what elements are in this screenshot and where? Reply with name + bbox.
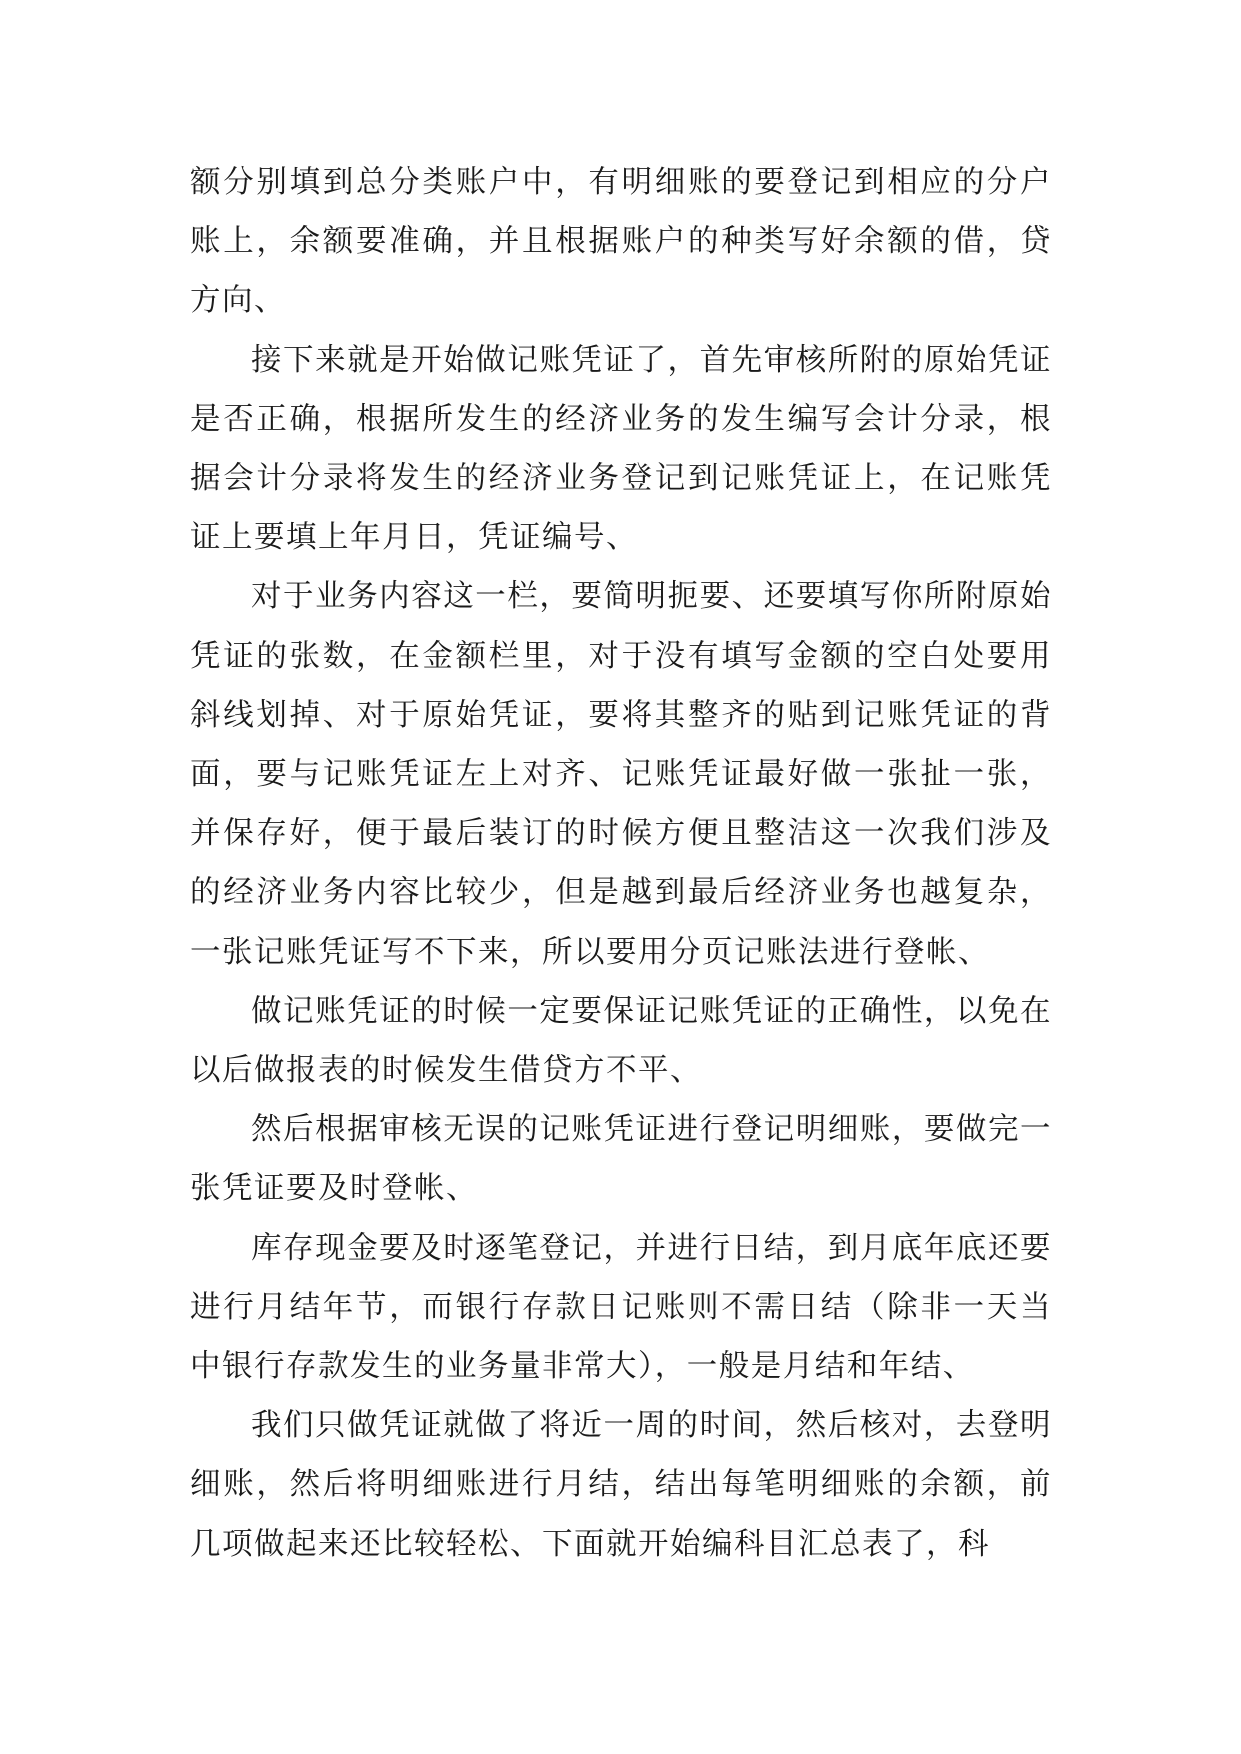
paragraph: 接下来就是开始做记账凭证了，首先审核所附的原始凭证是否正确，根据所发生的经济业务的发生编写会计分录，根据会计分录将发生的经济业务登记到记账凭证上，在记账凭证上要填上年月日，凭证编号、 (190, 342, 1052, 556)
body-text (190, 153, 1052, 1574)
paragraph: 然后根据审核无误的记账凭证进行登记明细账，要做完一张凭证要及时登帐、 (190, 1112, 1052, 1207)
paragraph: 对于业务内容这一栏，要简明扼要、还要填写你所附原始凭证的张数，在金额栏里，对于没有填写金额的空白处要用斜线划掉、对于原始凭证，要将其整齐的贴到记账凭证的背面，要与记账凭证左上对齐、记账凭证最好做一张扯一张，并保存好，便于最后装订的时候方便且整洁这一次我们涉及的经济业务内容比较少，但是越到最后经济业务也越复杂，一张记账凭证写不下来，所以要用分页记账法进行登帐、 (190, 579, 1052, 970)
paragraph: 额分别填到总分类账户中，有明细账的要登记到相应的分户账上，余额要准确，并且根据账户的种类写好余额的借，贷方向、 (190, 165, 1052, 319)
paragraph: 我们只做凭证就做了将近一周的时间，然后核对，去登明细账，然后将明细账进行月结，结出每笔明细账的余额，前几项做起来还比较轻松、下面就开始编科目汇总表了，科 (190, 1408, 1052, 1562)
paragraph: 做记账凭证的时候一定要保证记账凭证的正确性，以免在以后做报表的时候发生借贷方不平、 (190, 993, 1052, 1089)
paragraph: 库存现金要及时逐笔登记，并进行日结，到月底年底还要进行月结年节，而银行存款日记账则不需日结（除非一天当中银行存款发生的业务量非常大），一般是月结和年结、 (190, 1230, 1052, 1385)
